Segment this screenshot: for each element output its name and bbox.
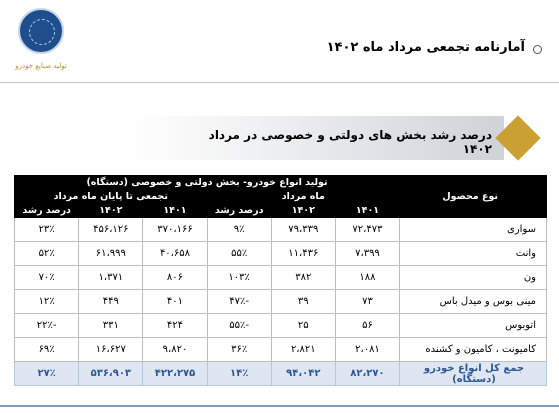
table-row <box>15 290 547 314</box>
total-month-1402-cell: ۹۴،۰۴۲ <box>271 362 335 386</box>
month-1401-cell: ۷۳ <box>335 290 399 314</box>
page-title: آمارنامه تجمعی مرداد ماه ۱۴۰۲ <box>326 40 525 55</box>
header-divider <box>0 82 559 83</box>
month-growth-cell: ۹٪ <box>207 218 271 242</box>
month-1402-cell: ۷۹،۳۳۹ <box>271 218 335 242</box>
cum-1402-cell: ۱۶،۶۲۷ <box>79 338 143 362</box>
col-header-month-growth: درصد رشد <box>207 204 271 218</box>
product-cell: مینی بوس و میدل باس <box>400 290 547 314</box>
production-table <box>14 175 547 386</box>
cum-1401-cell: ۳۷۰،۱۶۶ <box>143 218 207 242</box>
company-logo <box>10 6 72 84</box>
total-cum-growth-cell: ۲۷٪ <box>15 362 79 386</box>
table-total-row <box>15 362 547 386</box>
cum-1401-cell: ۴۰،۶۵۸ <box>143 242 207 266</box>
bullet-circle-icon <box>533 45 542 54</box>
total-label-cell: جمع کل انواع خودرو (دستگاه) <box>400 362 547 386</box>
total-month-growth-cell: ۱۴٪ <box>207 362 271 386</box>
table-row <box>15 218 547 242</box>
month-growth-cell: ۱۰۳٪ <box>207 266 271 290</box>
table-row <box>15 266 547 290</box>
col-header-cum-1402: ۱۴۰۲ <box>79 204 143 218</box>
cumulative-group-header: تجمعی تا پایان ماه مرداد <box>15 190 208 204</box>
month-1401-cell: ۷۲،۴۷۳ <box>335 218 399 242</box>
month-1401-cell: ۲،۰۸۱ <box>335 338 399 362</box>
total-cum-1401-cell: ۴۲۲،۲۷۵ <box>143 362 207 386</box>
table-row <box>15 242 547 266</box>
col-header-cum-1401: ۱۴۰۱ <box>143 204 207 218</box>
month-1401-cell: ۷،۳۹۹ <box>335 242 399 266</box>
col-header-month-1401: ۱۴۰۱ <box>335 204 399 218</box>
total-month-1401-cell: ۸۲،۲۷۰ <box>335 362 399 386</box>
table-row <box>15 338 547 362</box>
cum-1401-cell: ۸۰۶ <box>143 266 207 290</box>
total-cum-1402-cell: ۵۳۶،۹۰۳ <box>79 362 143 386</box>
month-group-header: ماه مرداد <box>207 190 399 204</box>
cum-growth-cell: ۷۰٪ <box>15 266 79 290</box>
month-1401-cell: ۵۶ <box>335 314 399 338</box>
month-1402-cell: ۳۸۲ <box>271 266 335 290</box>
cum-growth-cell: ۲۳٪ <box>15 218 79 242</box>
section-title: درصد رشد بخش های دولتی و خصوصی در مرداد ۱۴۰۲ <box>208 128 492 156</box>
cum-1402-cell: ۶۱،۹۹۹ <box>79 242 143 266</box>
product-cell: ون <box>400 266 547 290</box>
logo-emblem <box>18 8 64 54</box>
cum-1401-cell: ۴۲۴ <box>143 314 207 338</box>
cum-growth-cell: ۵۲٪ <box>15 242 79 266</box>
group-header: تولید انواع خودرو- بخش دولتی و خصوصی (دستگاه) <box>15 176 400 190</box>
month-growth-cell: -۵۵٪ <box>207 314 271 338</box>
product-cell: اتوبوس <box>400 314 547 338</box>
table-header-row <box>15 176 547 190</box>
cum-1402-cell: ۳۳۱ <box>79 314 143 338</box>
cum-1402-cell: ۴۴۹ <box>79 290 143 314</box>
product-cell: وانت <box>400 242 547 266</box>
month-growth-cell: ۵۵٪ <box>207 242 271 266</box>
cum-1401-cell: ۹،۸۲۰ <box>143 338 207 362</box>
cum-1401-cell: ۴۰۱ <box>143 290 207 314</box>
cum-growth-cell: ۶۹٪ <box>15 338 79 362</box>
table-row <box>15 314 547 338</box>
product-cell: سواری <box>400 218 547 242</box>
month-growth-cell: -۴۷٪ <box>207 290 271 314</box>
month-1401-cell: ۱۸۸ <box>335 266 399 290</box>
footer-divider <box>0 405 559 407</box>
col-header-cum-growth: درصد رشد <box>15 204 79 218</box>
product-column-header: نوع محصول <box>400 176 547 218</box>
col-header-month-1402: ۱۴۰۲ <box>271 204 335 218</box>
product-cell: کامیونت ، کامیون و کشنده <box>400 338 547 362</box>
logo-caption: تولید صنایع خودرو <box>15 62 67 70</box>
month-1402-cell: ۳۹ <box>271 290 335 314</box>
cum-1402-cell: ۴۵۶،۱۲۶ <box>79 218 143 242</box>
cum-growth-cell: ۱۲٪ <box>15 290 79 314</box>
month-1402-cell: ۲۵ <box>271 314 335 338</box>
month-1402-cell: ۱۱،۴۳۶ <box>271 242 335 266</box>
month-1402-cell: ۲،۸۲۱ <box>271 338 335 362</box>
cum-growth-cell: -۲۲٪ <box>15 314 79 338</box>
month-growth-cell: ۳۶٪ <box>207 338 271 362</box>
cum-1402-cell: ۱،۳۷۱ <box>79 266 143 290</box>
